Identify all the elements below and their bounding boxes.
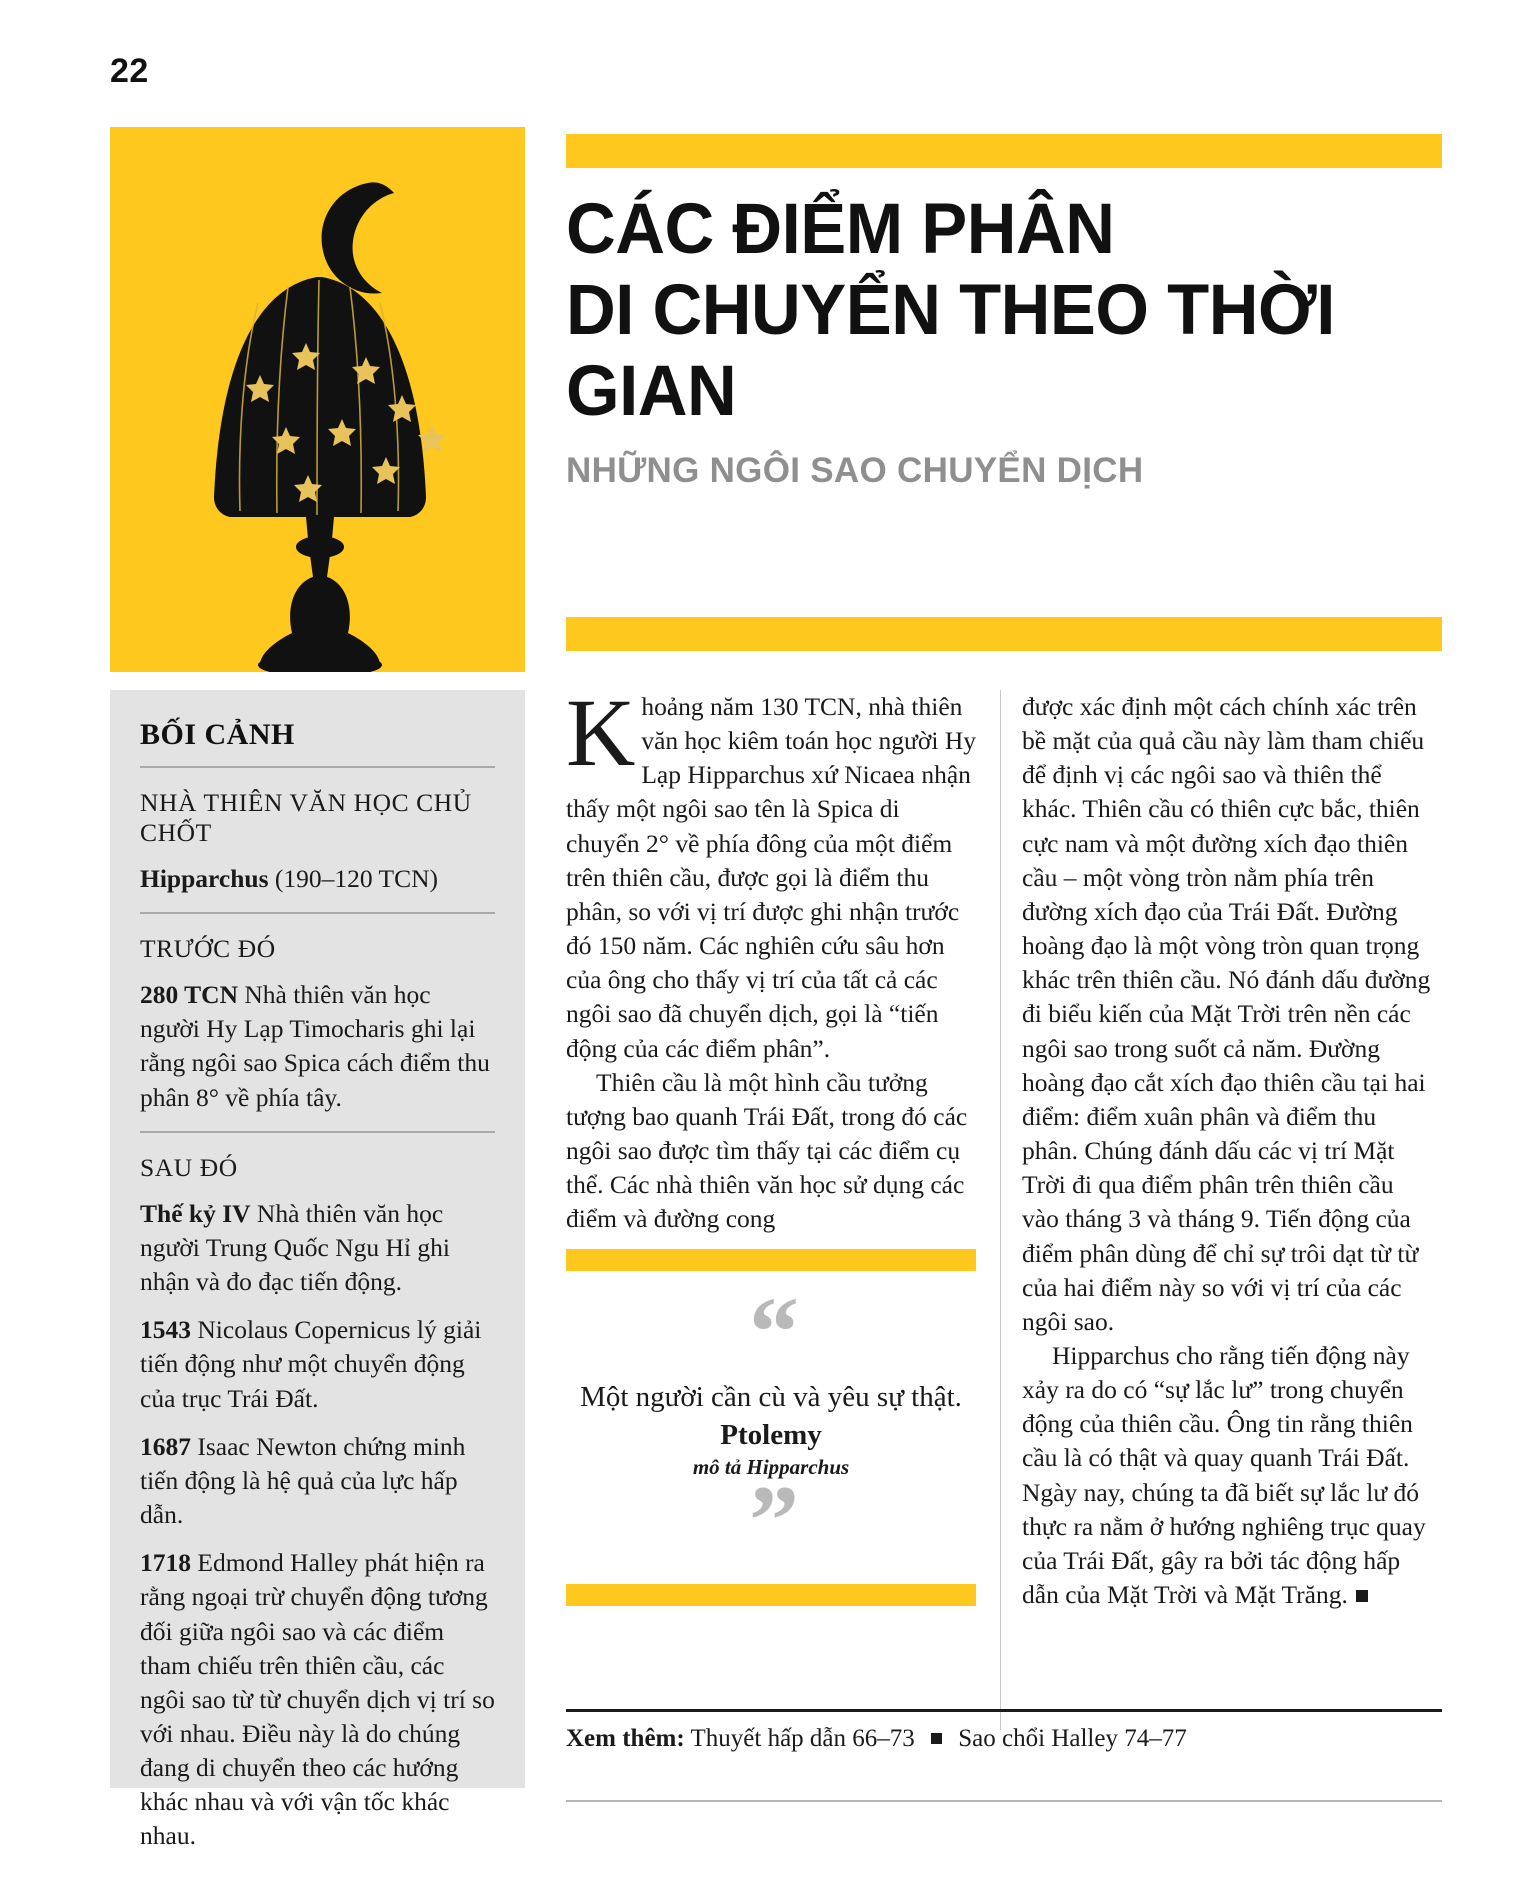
column-divider <box>1000 690 1001 1730</box>
body-paragraph: Khoảng năm 130 TCN, nhà thiên văn học kiêm toán học người Hy Lạp Hipparchus xứ Nicaea nhận thấy một ngôi sao tên là Spica di chuyển 2° về phía đông của một điểm trên thiên cầu, được gọi là điểm thu phân, so với vị trí được ghi nhận trước đó 150 năm. Các nghiên cứu sâu hơn của ông cho thấy vị trí của tất cả các ngôi sao đã chuyển dịch, gọi là “tiến động của các điểm phân”. <box>566 679 976 1063</box>
sidebar-entry <box>140 1197 495 1299</box>
body-paragraph: được xác định một cách chính xác trên bề mặt của quả cầu này làm tham chiếu để định vị các ngôi sao và thiên thể khác. Thiên cầu có thiên cực bắc, thiên cực nam và một đường xích đạo thiên cầu – một vòng tròn nằm phía trên đường xích đạo của Trái Đất. Đường hoàng đạo là một vòng tròn quan trọng khác trên thiên cầu. Nó đánh dấu đường đi biểu kiến của Mặt Trời trên nền các ngôi sao trong suốt cả năm. Đường hoàng đạo cắt xích đạo thiên cầu tại hai điểm: điểm xuân phân và điểm thu phân. Chúng đánh dấu các vị trí Mặt Trời đi qua điểm phân trên thiên cầu vào tháng 3 và tháng 9. Tiến động của điểm phân dùng để chỉ sự trôi dạt từ từ của hai điểm này so với vị trí của các ngôi sao. <box>1022 692 1431 1336</box>
lamp-with-moon-illustration <box>110 127 525 672</box>
see-also-item-2[interactable]: Sao chổi Halley 74–77 <box>958 1725 1187 1752</box>
page-title-line-2: DI CHUYỂN THEO THỜI GIAN <box>566 270 1335 431</box>
body-column-left <box>566 679 976 1237</box>
sidebar-entry <box>140 1313 495 1415</box>
pull-quote-text: Một người cần cù và yêu sự thật. <box>580 1381 962 1413</box>
sidebar-entry <box>140 1430 495 1532</box>
body-column-right <box>1022 690 1432 1612</box>
sidebar-entry-text: Nhà thiên văn học người Trung Quốc Ngu Hỉ ghi nhận và đo đạc tiến động. <box>140 1198 450 1297</box>
page-number: 22 <box>110 52 149 90</box>
sidebar-divider <box>140 1131 495 1133</box>
footer-rule <box>566 1709 1442 1712</box>
header-accent-bar-bottom <box>566 617 1442 651</box>
body-paragraph: Thiên cầu là một hình cầu tưởng tượng bao quanh Trái Đất, trong đó các ngôi sao được tìm thấy tại các điểm cụ thể. Các nhà thiên văn học sử dụng các điểm và đường cong <box>566 1067 968 1234</box>
pull-quote-content <box>566 1271 976 1584</box>
sidebar-entry-text: Edmond Halley phát hiện ra rằng ngoại trừ chuyển động tương đối giữa ngôi sao và các điểm tham chiếu trên thiên cầu, các ngôi sao từ từ chuyển dịch vị trí so với nhau. Điều này là do chúng đang di chuyển theo các hướng khác nhau và với vận tốc khác nhau. <box>140 1548 495 1851</box>
sidebar-entry-lead: 1718 <box>140 1548 191 1578</box>
page-subtitle: NHỮNG NGÔI SAO CHUYỂN DỊCH <box>566 450 1144 490</box>
sidebar-heading-before: TRƯỚC ĐÓ <box>140 934 276 964</box>
pull-quote-bar-top <box>566 1249 976 1271</box>
see-also-footer <box>566 1725 1466 1753</box>
see-also-label: Xem thêm: <box>566 1725 685 1752</box>
sidebar-entry-lead: 1543 <box>140 1315 191 1345</box>
sidebar-entry <box>140 862 495 896</box>
sidebar-title: BỐI CẢNH <box>140 718 495 768</box>
see-also-item-1[interactable]: Thuyết hấp dẫn 66–73 <box>690 1725 915 1752</box>
title-block <box>566 190 1456 491</box>
pull-quote-bar-bottom <box>566 1584 976 1606</box>
footer-rule-secondary <box>566 1800 1442 1802</box>
sidebar-entry-text: Nicolaus Copernicus lý giải tiến động như một chuyển động của trục Trái Đất. <box>140 1315 482 1413</box>
sidebar-entry-lead: 280 TCN <box>140 980 239 1010</box>
page-title-line-1: CÁC ĐIỂM PHÂN <box>566 190 1115 269</box>
pull-quote-attribution: mô tả Hipparchus <box>692 1454 850 1479</box>
sidebar-entry-text: (190–120 TCN) <box>268 864 439 893</box>
sidebar-entry-text: Isaac Newton chứng minh tiến động là hệ quả của lực hấp dẫn. <box>140 1431 466 1530</box>
sidebar-entry <box>140 978 495 1115</box>
sidebar-entry <box>140 1546 495 1853</box>
body-paragraph-text: Hipparchus cho rằng tiến động này xảy ra do có “sự lắc lư” trong chuyển động của thiên cầu. Ông tin rằng thiên cầu là có thật và quay quanh Trái Đất. Ngày nay, chúng ta đã biết sự lắc lư đó thực ra nằm ở hướng nghiêng trục quay của Trái Đất, gây ra bởi tác động hấp dẫn của Mặt Trời và Mặt Trăng. <box>1022 1340 1426 1610</box>
sidebar-heading-key-astronomer: NHÀ THIÊN VĂN HỌC CHỦ CHỐT <box>140 788 472 847</box>
chapter-illustration <box>110 127 525 672</box>
quote-close-mark-icon: ” <box>749 1464 793 1576</box>
bullet-square-icon <box>931 1733 942 1744</box>
end-of-article-marker <box>1356 1590 1368 1602</box>
body-paragraph <box>1022 1339 1432 1612</box>
sidebar-divider <box>140 912 495 914</box>
sidebar-entry-lead: Thế kỷ IV <box>140 1198 251 1228</box>
sidebar-entry-lead: 1687 <box>140 1431 191 1461</box>
pull-quote-author: Ptolemy <box>720 1418 822 1451</box>
pull-quote <box>566 1249 976 1606</box>
sidebar-entry-text: Nhà thiên văn học người Hy Lạp Timocharis ghi lại rằng ngôi sao Spica cách điểm thu phân 8° về phía tây. <box>140 980 490 1112</box>
sidebar-entry-lead: Hipparchus <box>140 864 269 893</box>
sidebar-heading-after: SAU ĐÓ <box>140 1152 238 1182</box>
quote-open-mark-icon: “ <box>749 1276 793 1387</box>
header-accent-bar-top <box>566 134 1442 168</box>
context-sidebar <box>110 690 525 1851</box>
